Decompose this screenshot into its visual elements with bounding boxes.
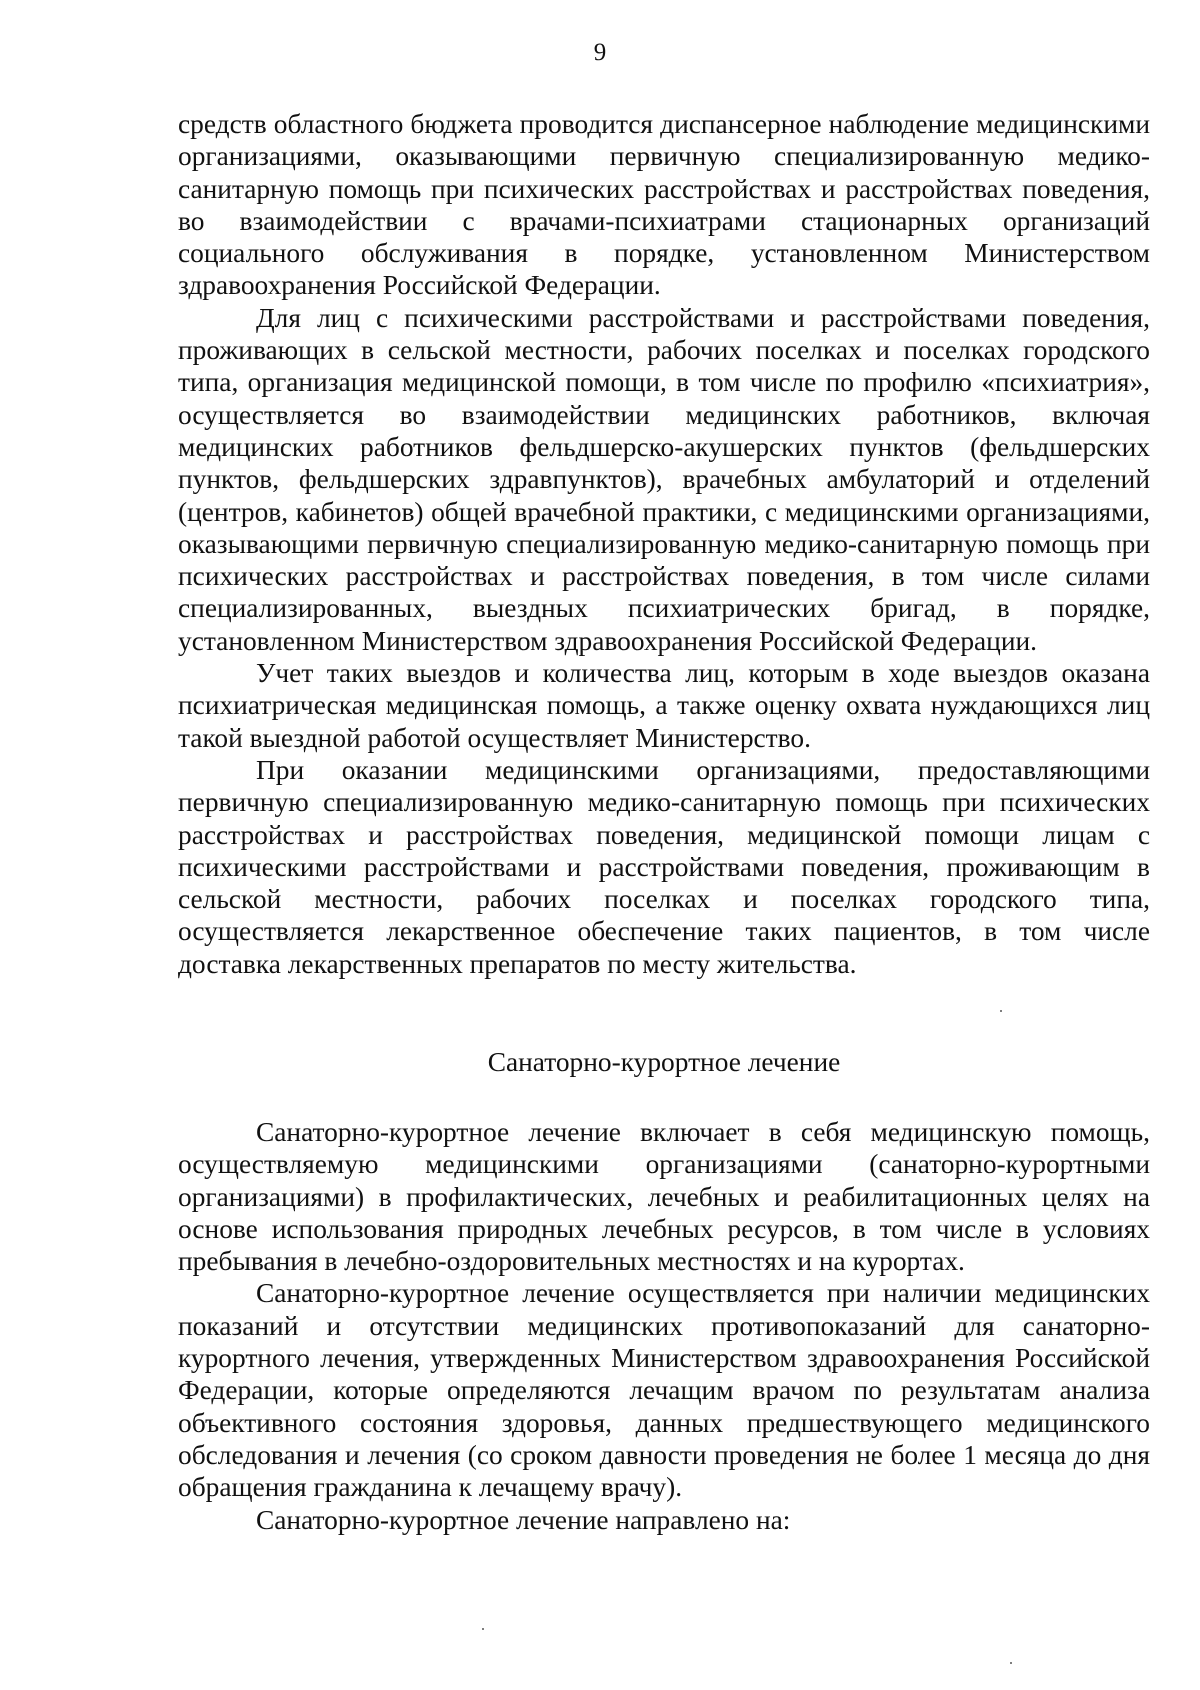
scan-speck bbox=[482, 1628, 484, 1630]
paragraph-sanatorium-indications: Санаторно-курортное лечение осуществляется при наличии медицинских показаний и отсутствии медицинских противопоказаний для санаторно-курортного лечения, утвержденных Министерством здравоохранения Российской Федерации, которые определяются лечащим врачом по результатам анализа объективного состояния здоровья, данных предшествующего медицинского обследования и лечения (со сроком давности проведения не более 1 месяца до дня обращения гражданина к лечащему врачу). bbox=[178, 1278, 1150, 1503]
paragraph-sanatorium-aims: Санаторно-курортное лечение направлено на: bbox=[256, 1504, 791, 1535]
paragraph-drug-provision: При оказании медицинскими организациями, предоставляющими первичную специализированную медико-санитарную помощь при психических расстройствах и расстройствах поведения, медицинской помощи лицам с психическими расстройствами и расстройствами поведения, проживающим в сельской местности, рабочих поселках и поселках городского типа, осуществляется лекарственное обеспечение таких пациентов, в том числе доставка лекарственных препаратов по месту жительства. bbox=[178, 754, 1150, 979]
body-text-bottom bbox=[178, 1116, 1150, 1536]
page-number: 9 bbox=[593, 39, 607, 66]
paragraph-visits-accounting: Учет таких выездов и количества лиц, которым в ходе выездов оказана психиатрическая медицинская помощь, а также оценку охвата нуждающихся лиц такой выездной работой осуществляет Министерство. bbox=[178, 658, 1150, 753]
body-text-top bbox=[178, 108, 1150, 980]
scan-speck bbox=[1000, 1010, 1002, 1012]
paragraph-rural-psychiatric-care: Для лиц с психическими расстройствами и расстройствами поведения, проживающих в сельской местности, рабочих поселках и поселках городского типа, организация медицинской помощи, в том числе по профилю «психиатрия», осуществляется во взаимодействии медицинских работников, включая медицинских работников фельдшерско-акушерских пунктов (фельдшерских пунктов, фельдшерских здравпунктов), врачебных амбулаторий и отделений (центров, кабинетов) общей врачебной практики, с медицинскими организациями, оказывающими первичную специализированную медико-санитарную помощь при психических расстройствах и расстройствах поведения, в том числе силами специализированных, выездных психиатрических бригад, в порядке, установленном Министерством здравоохранения Российской Федерации. bbox=[178, 302, 1150, 656]
paragraph-sanatorium-definition: Санаторно-курортное лечение включает в себя медицинскую помощь, осуществляемую медицинскими организациями (санаторно-курортными организациями) в профилактических, лечебных и реабилитационных целях на основе использования природных лечебных ресурсов, в том числе в условиях пребывания в лечебно-оздоровительных местностях и на курортах. bbox=[178, 1117, 1150, 1277]
paragraph-continuation: средств областного бюджета проводится диспансерное наблюдение медицинскими организациями, оказывающими первичную специализированную медико-санитарную помощь при психических расстройствах и расстройствах поведения, во взаимодействии с врачами-психиатрами стационарных организаций социального обслуживания в порядке, установленном Министерством здравоохранения Российской Федерации. bbox=[178, 109, 1150, 301]
scan-speck bbox=[1010, 1662, 1012, 1664]
section-heading: Санаторно-курортное лечение bbox=[487, 1047, 841, 1077]
